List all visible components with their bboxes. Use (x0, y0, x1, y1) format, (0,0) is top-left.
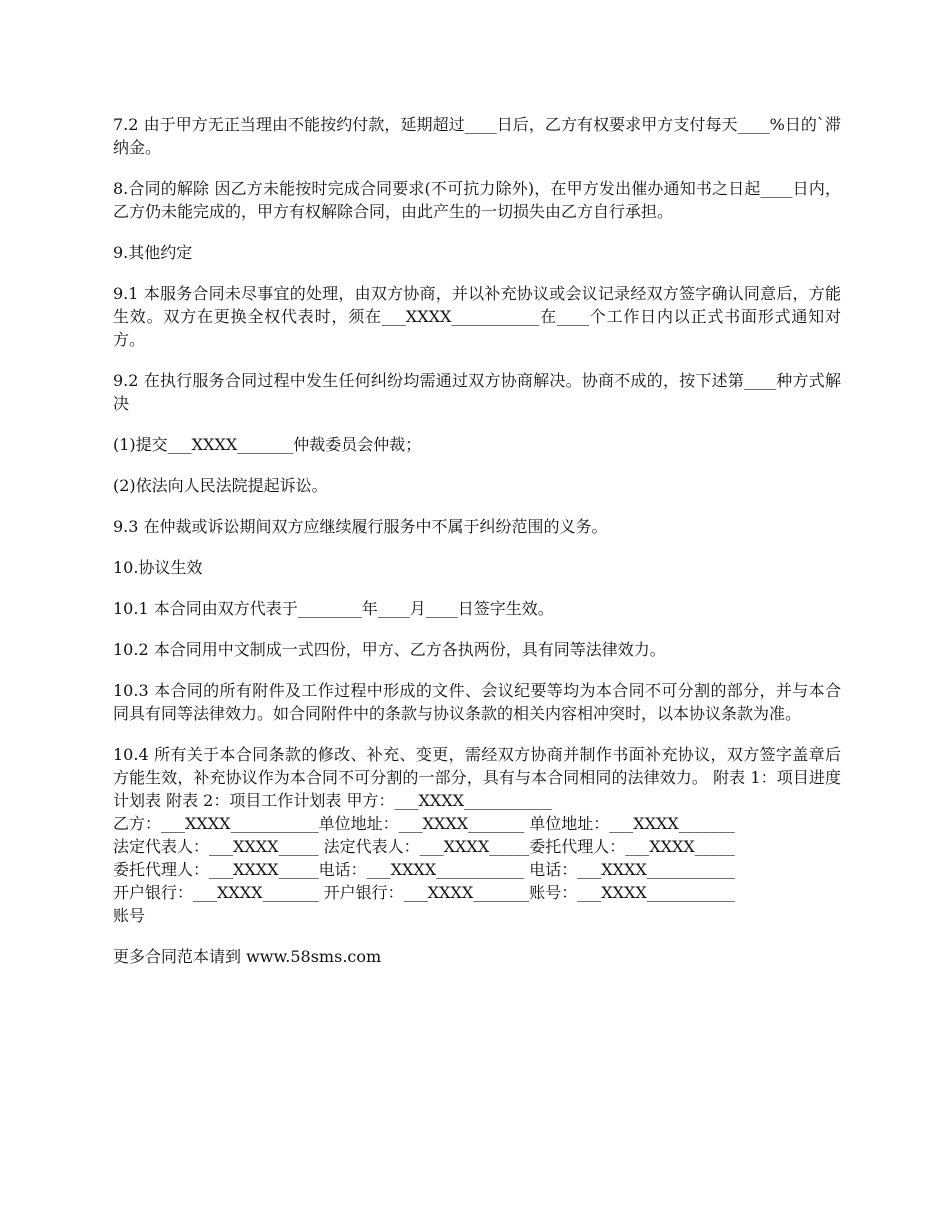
clause-10-4-signature-block (113, 743, 841, 927)
footer-link-text: 更多合同范本请到 www.58sms.com (113, 947, 382, 966)
clause-10-2: 10.2 本合同用中文制成一式四份，甲方、乙方各执两份，具有同等法律效力。 (113, 640, 666, 659)
clause-10-4: 10.4 所有关于本合同条款的修改、补充、变更，需经双方协商并制作书面补充协议，双方签字盖章后方能生效，补充协议作为本合同不可分割的一部分，具有与本合同相同的法律效力。 附表 1：项目进度计划表 附表 2：项目工作计划表 甲方：___XXXX___________ (113, 745, 841, 810)
clause-9-3: 9.3 在仲裁或诉讼期间双方应继续履行服务中不属于纠纷范围的义务。 (113, 517, 608, 536)
clause-9-2: 9.2 在执行服务合同过程中发生任何纠纷均需通过双方协商解决。协商不成的，按下述第____种方式解决 (113, 371, 841, 413)
signature-line-agent-phone: 委托代理人：___XXXX_____电话：___XXXX___________ 电话：___XXXX___________ (113, 860, 735, 879)
signature-line-legal-rep: 法定代表人：___XXXX_____ 法定代表人：___XXXX_____委托代理人：___XXXX_____ (113, 837, 735, 856)
clause-10-3: 10.3 本合同的所有附件及工作过程中形成的文件、会议纪要等均为本合同不可分割的部分，并与本合同具有同等法律效力。如合同附件中的条款与协议条款的相关内容相冲突时，以本协议条款为准。 (113, 681, 841, 723)
clause-9-1: 9.1 本服务合同未尽事宜的处理，由双方协商，并以补充协议或会议记录经双方签字确认同意后，方能生效。双方在更换全权代表时，须在___XXXX___________在____个工作日内以正式书面形式通知对方。 (113, 284, 841, 349)
section-10-heading: 10.协议生效 (113, 558, 203, 577)
option-1-arbitration: (1)提交___XXXX_______仲裁委员会仲裁； (113, 435, 422, 454)
option-2-litigation: (2)依法向人民法院提起诉讼。 (113, 476, 328, 495)
signature-line-account-no: 账号 (113, 906, 146, 925)
section-9-heading: 9.其他约定 (113, 243, 193, 262)
signature-line-party-b: 乙方：___XXXX___________单位地址：___XXXX_______ 单位地址：___XXXX_______ (113, 814, 735, 833)
signature-line-bank-account: 开户银行：___XXXX_______ 开户银行：___XXXX_______账号：___XXXX___________ (113, 883, 735, 902)
clause-7-2: 7.2 由于甲方无正当理由不能按约付款，延期超过____日后，乙方有权要求甲方支付每天____%日的`滞纳金。 (113, 115, 841, 157)
clause-10-1: 10.1 本合同由双方代表于________年____月____日签字生效。 (113, 599, 554, 618)
contract-document (113, 113, 841, 968)
clause-8: 8.合同的解除 因乙方未能按时完成合同要求(不可抗力除外)，在甲方发出催办通知书之日起____日内，乙方仍未能完成的，甲方有权解除合同，由此产生的一切损失由乙方自行承担。 (113, 179, 841, 221)
